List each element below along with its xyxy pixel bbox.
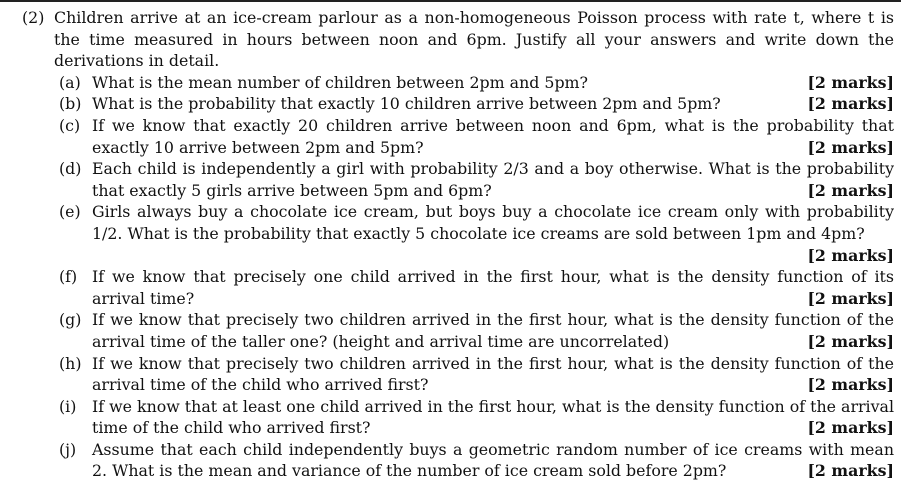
- part-a: [59, 72, 894, 94]
- part-text: If we know that precisely one child arrived in the first hour, what is the density function of its arrival time?: [92, 267, 894, 308]
- part-marks: [2 marks]: [807, 288, 894, 308]
- part-marks: [2 marks]: [807, 72, 894, 92]
- part-text: What is the mean number of children between 2pm and 5pm?: [92, 72, 589, 92]
- part-label: (g): [59, 310, 82, 330]
- part-j: [59, 439, 894, 482]
- part-d: [59, 158, 894, 201]
- part-text: If we know that at least one child arrived in the first hour, what is the density function of the arrival time of the child who arrived first?: [92, 396, 894, 438]
- part-marks: [2 marks]: [807, 94, 894, 114]
- question-number: (2): [22, 8, 45, 27]
- part-e: [59, 201, 894, 266]
- part-marks: [2 marks]: [807, 180, 894, 200]
- part-text: Assume that each child independently buys a geometric random number of ice creams with mean 2. What is the mean and variance of the number of ice cream sold before 2pm?: [92, 439, 894, 481]
- question-block: [22, 7, 894, 482]
- top-rule: [0, 0, 901, 2]
- part-marks: [2 marks]: [807, 245, 894, 265]
- part-h: [59, 353, 894, 396]
- question-intro: [22, 7, 894, 72]
- part-text: Girls always buy a chocolate ice cream, but boys buy a chocolate ice cream only with probability 1/2. What is the probability that exactly 5 chocolate ice creams are sold between 1pm and 4pm?: [92, 202, 894, 243]
- part-label: (i): [59, 396, 77, 416]
- part-label: (a): [59, 72, 81, 92]
- part-b: [59, 93, 894, 115]
- part-label: (e): [59, 202, 81, 222]
- question-intro-text: Children arrive at an ice-cream parlour as a non-homogeneous Poisson process with rate t, where t is the time measured in hours between noon and 6pm. Justify all your answers and write down the derivations in detail.: [54, 8, 894, 71]
- part-f: [59, 266, 894, 309]
- part-marks: [2 marks]: [807, 461, 894, 481]
- parts-list: [22, 72, 894, 482]
- part-label: (b): [59, 94, 82, 114]
- part-marks: [2 marks]: [807, 137, 894, 157]
- part-text: If we know that exactly 20 children arrive between noon and 6pm, what is the probability that exactly 10 arrive between 2pm and 5pm?: [92, 115, 894, 157]
- part-label: (h): [59, 353, 82, 373]
- part-g: [59, 309, 894, 352]
- part-label: (c): [59, 115, 81, 135]
- part-i: [59, 396, 894, 439]
- part-marks: [2 marks]: [807, 375, 894, 395]
- part-text: If we know that precisely two children arrived in the first hour, what is the density function of the arrival time of the child who arrived first?: [92, 353, 894, 395]
- part-text: If we know that precisely two children arrived in the first hour, what is the density function of the arrival time of the taller one? (height and arrival time are uncorrelated): [92, 310, 894, 351]
- part-label: (f): [59, 267, 78, 287]
- part-marks: [2 marks]: [807, 331, 894, 351]
- part-text: What is the probability that exactly 10 children arrive between 2pm and 5pm?: [92, 94, 721, 114]
- part-label: (d): [59, 159, 82, 179]
- part-label: (j): [59, 439, 77, 459]
- part-text: Each child is independently a girl with probability 2/3 and a boy otherwise. What is the probability that exactly 5 girls arrive between 5pm and 6pm?: [92, 159, 894, 200]
- part-marks: [2 marks]: [807, 418, 894, 438]
- part-c: [59, 115, 894, 158]
